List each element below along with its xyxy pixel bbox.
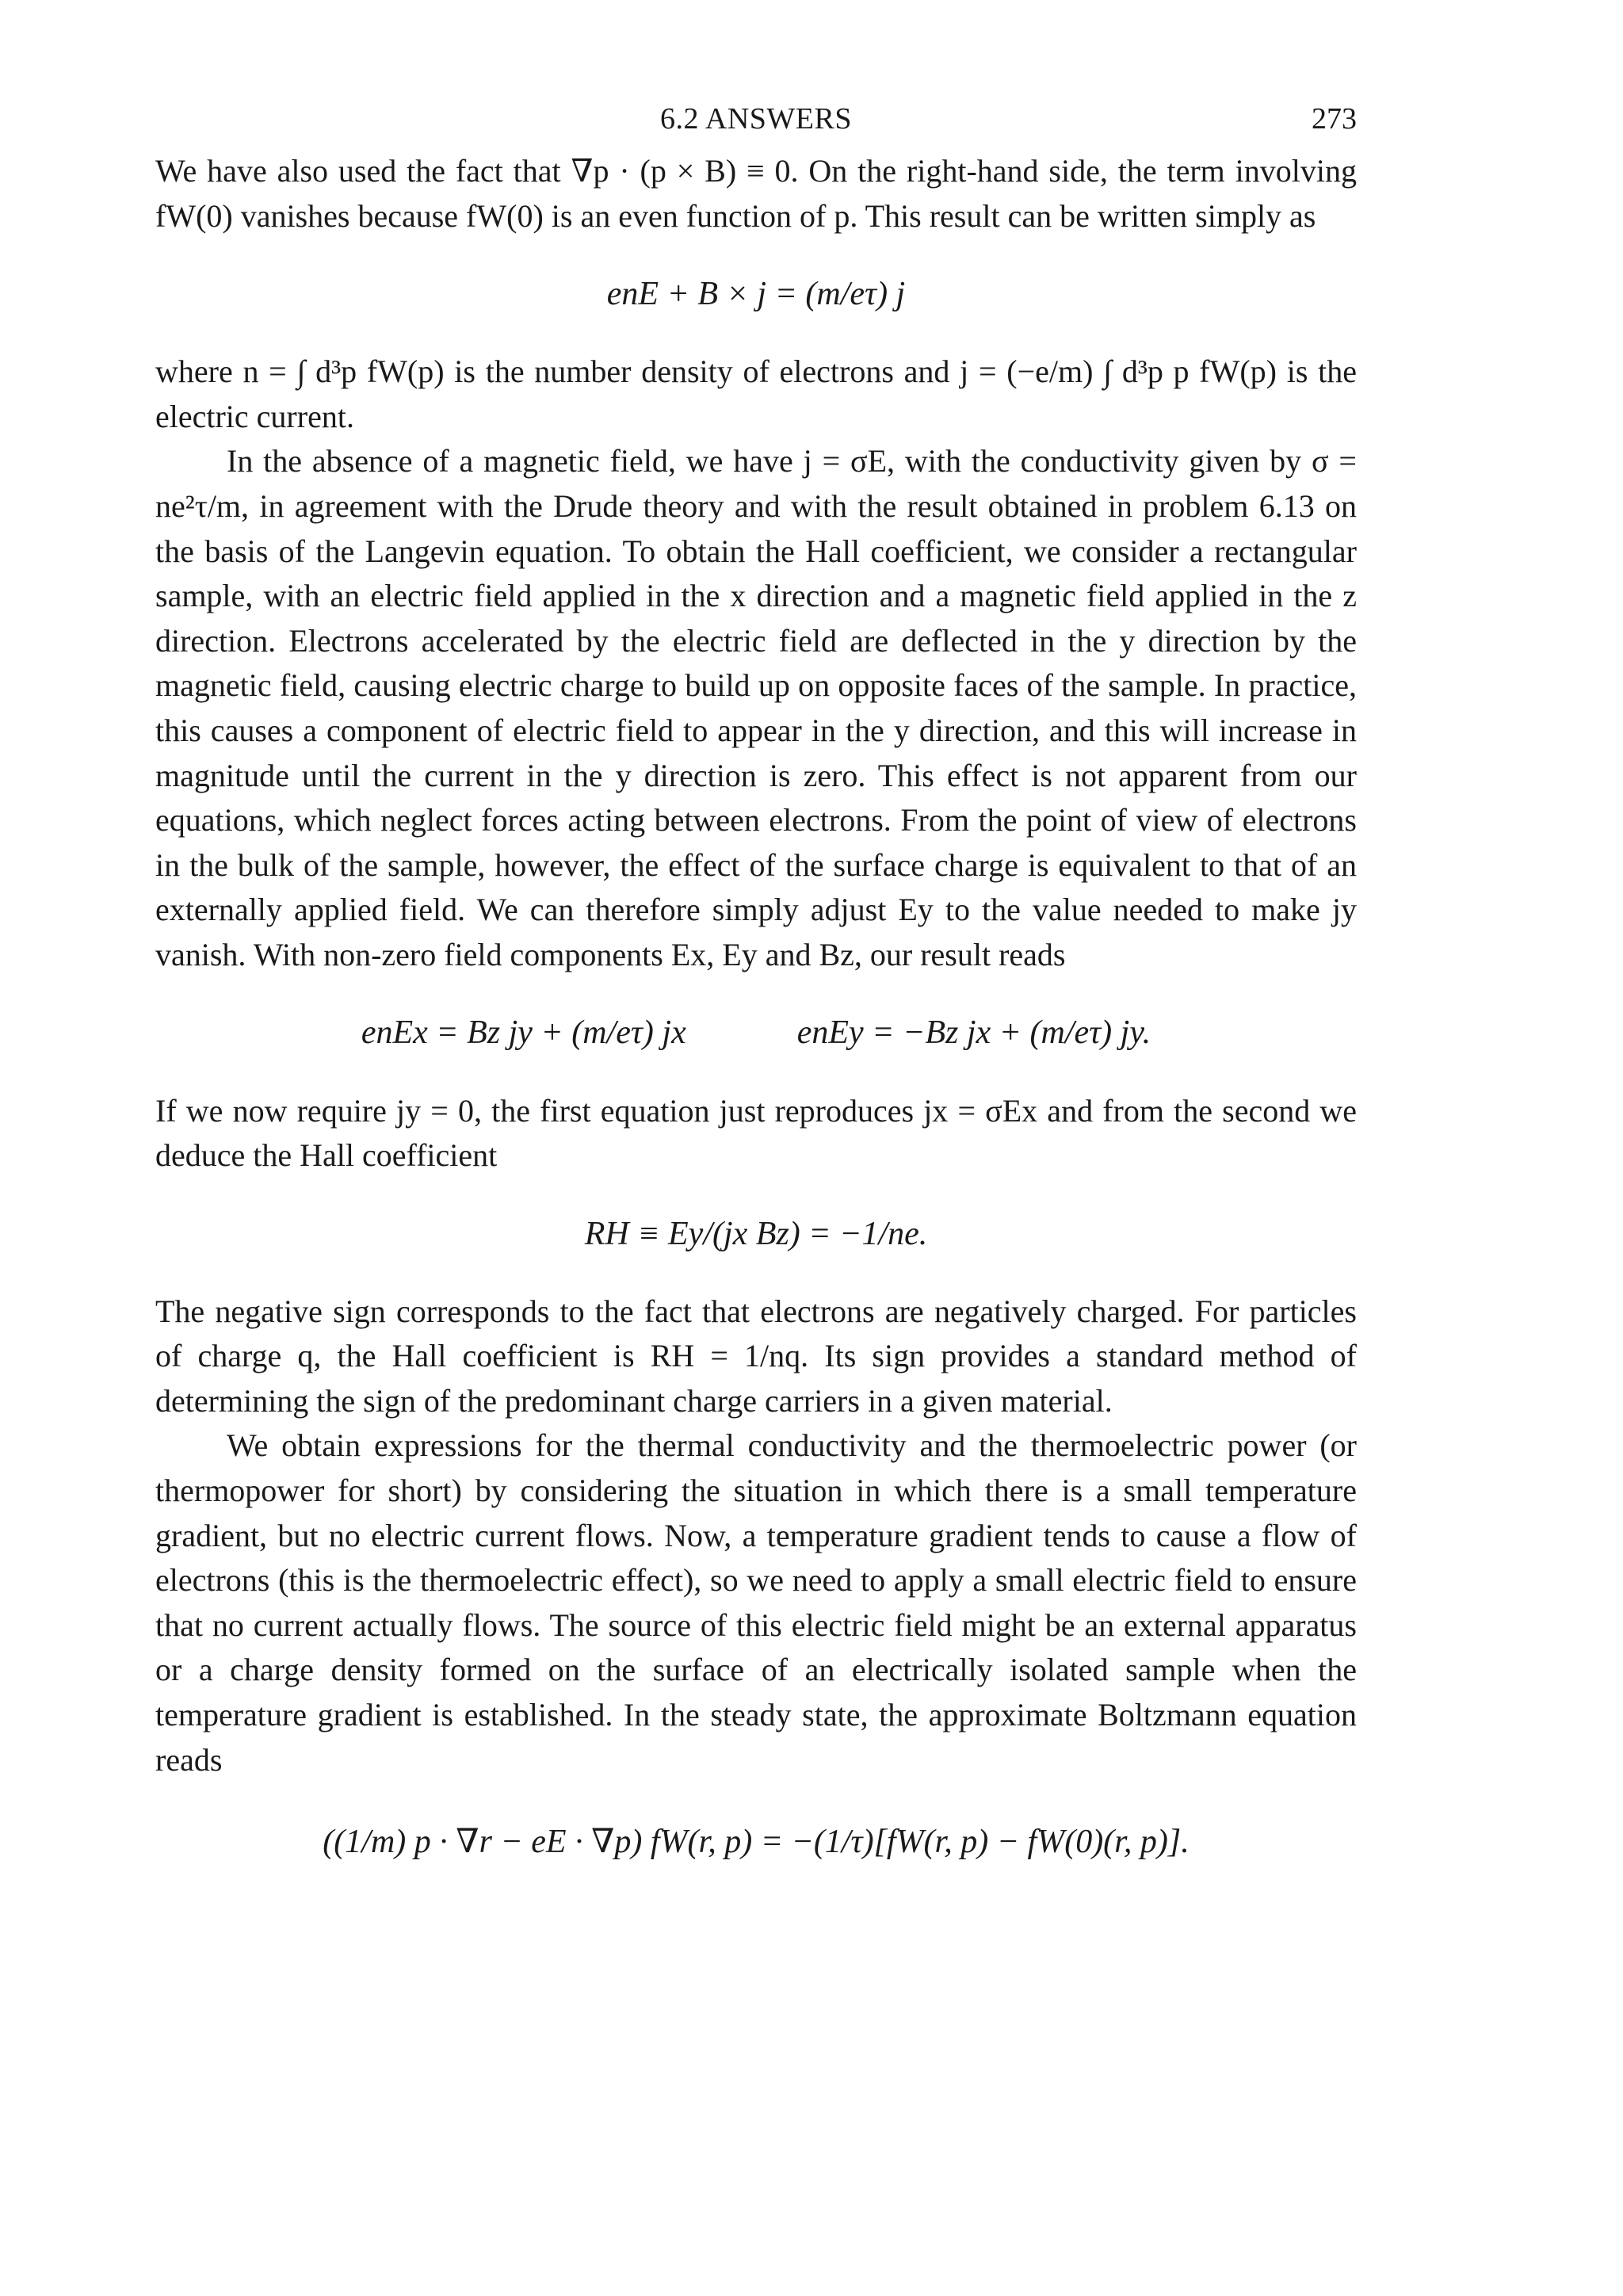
equation-2b: enEy = −Bz jx + (m/eτ) jy.: [796, 1014, 1151, 1052]
equation-pair: [155, 978, 1357, 1089]
paragraph-1: We have also used the fact that ∇p · (p × B) ≡ 0. On the right-hand side, the term involving fW(0) vanishes because fW(0) is an even function of p. This result can be written simply as: [155, 153, 1357, 234]
equation-2a: enEx = Bz jy + (m/eτ) jx: [361, 1014, 686, 1052]
section-title: 6.2 ANSWERS: [660, 102, 852, 136]
page-number: 273: [1312, 102, 1357, 136]
equation-4: ((1/m) p · ∇r − eE · ∇p) fW(r, p) = −(1/τ)[fW(r, p) − fW(0)(r, p)].: [323, 1824, 1190, 1861]
paragraph-3: In the absence of a magnetic field, we have j = σE, with the conductivity given by σ = ne²τ/m, in agreement with the Drude theory and with the result obtained in problem 6.13 on the basis of the Langevin equation. To obtain the Hall coefficient, we consider a rectangular sample, with an electric field applied in the x direction and a magnetic field applied in the z direction. Electrons accelerated by the electric field are deflected in the y direction by the magnetic field, causing electric charge to build up on opposite faces of the sample. In practice, this causes a component of electric field to appear in the y direction, and this will increase in magnitude until the current in the y direction is zero. This effect is not apparent from our equations, which neglect forces acting between electrons. From the point of view of electrons in the bulk of the sample, however, the effect of the surface charge is equivalent to that of an externally applied field. We can therefore simply adjust Ey to the value needed to make jy vanish. With non-zero field components Ex, Ey and Bz, our result reads: [155, 443, 1357, 972]
paragraph-4: If we now require jy = 0, the first equation just reproduces jx = σEx and from the second we deduce the Hall coefficient: [155, 1092, 1357, 1174]
equation-3: RH ≡ Ey/(jx Bz) = −1/ne.: [584, 1215, 928, 1252]
paragraph-5: The negative sign corresponds to the fact that electrons are negatively charged. For particles of charge q, the Hall coefficient is RH = 1/nq. Its sign provides a standard method of determining the sign of the predominant charge carriers in a given material.: [155, 1293, 1357, 1419]
equation-1: enE + B × j = (m/eτ) j: [606, 276, 906, 313]
running-header: [155, 101, 1357, 149]
paragraph-2: where n = ∫ d³p fW(p) is the number density of electrons and j = (−e/m) ∫ d³p p fW(p) is the electric current.: [155, 353, 1357, 434]
paragraph-6: We obtain expressions for the thermal conductivity and the thermoelectric power (or thermopower for short) by considering the situation in which there is a small temperature gradient, but no electric current flows. Now, a temperature gradient tends to cause a flow of electrons (this is the thermoelectric effect), so we need to apply a small electric field to ensure that no current actually flows. The source of this electric field might be an external apparatus or a charge density formed on the surface of an electrically isolated sample when the temperature gradient is established. In the steady state, the approximate Boltzmann equation reads: [155, 1427, 1357, 1778]
page: [155, 101, 1357, 1901]
